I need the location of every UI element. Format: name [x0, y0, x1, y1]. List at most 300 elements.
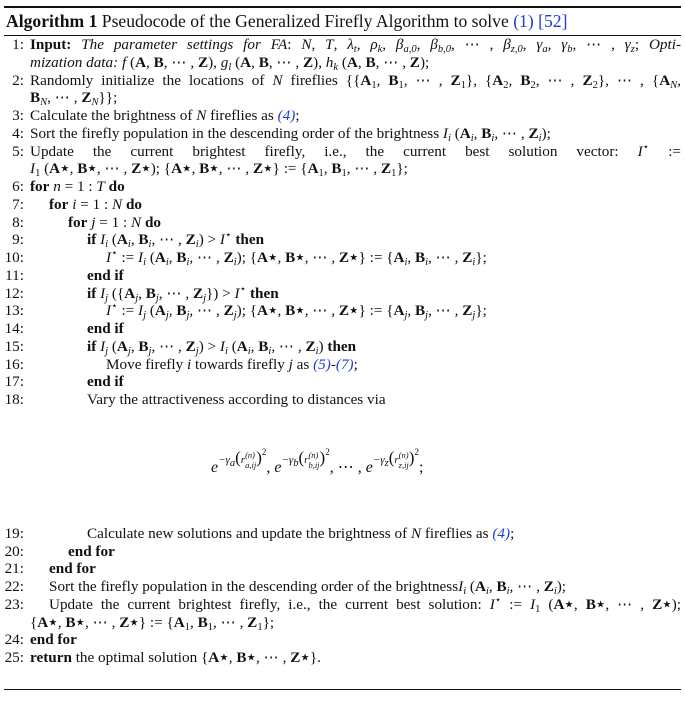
text-segment: := — [649, 142, 681, 160]
line-text — [87, 338, 681, 356]
pseudocode-line — [4, 160, 681, 178]
square: 2 — [261, 446, 267, 457]
gamma-subscript: b — [293, 457, 299, 469]
line-number: 20: — [4, 542, 24, 560]
keyword: if — [87, 231, 97, 249]
math-segment: Z⋆ — [652, 595, 672, 613]
text-segment: Sort the firefly population in the descending order of the brightness — [49, 578, 459, 595]
pseudocode-line — [4, 54, 681, 72]
math-segment: A — [240, 53, 252, 71]
text-segment: , ⋯ , — [163, 53, 198, 71]
keyword: do — [144, 213, 161, 231]
math-segment: t — [353, 44, 357, 54]
math-segment: I — [100, 337, 106, 355]
text-segment: , ⋯ , — [158, 284, 193, 302]
text-segment: the optimal solution { — [71, 649, 209, 666]
math-segment: B — [176, 302, 187, 320]
text-segment: , ⋯ , — [151, 231, 186, 249]
distance-r: r — [394, 453, 399, 466]
math-segment: I — [234, 284, 240, 302]
line-number: 7: — [12, 195, 24, 213]
math-segment: B — [138, 337, 149, 355]
math-segment: i — [148, 239, 152, 251]
text-segment: := — [501, 595, 531, 613]
math-segment: Z⋆ — [338, 249, 359, 266]
equation-ref-link[interactable]: (1) — [513, 11, 534, 31]
text-segment: , ⋯ , — [450, 36, 504, 53]
text-segment: }; — [262, 613, 275, 631]
line-text — [30, 107, 681, 125]
line-text — [68, 543, 681, 561]
math-segment: Opti- — [648, 36, 681, 53]
line-number: 6: — [12, 178, 24, 195]
line-text — [30, 125, 681, 143]
text-segment: ( — [450, 124, 460, 142]
pseudocode-line — [4, 373, 681, 391]
math-segment: N — [131, 213, 142, 231]
math-segment: A — [154, 249, 166, 266]
text-segment: , ⋯ , — [428, 302, 463, 320]
pseudocode-line — [4, 285, 681, 303]
math-segment: B — [331, 160, 342, 178]
pair-index: a,ij — [245, 460, 257, 471]
text-segment: , — [333, 36, 348, 53]
math-segment: B — [197, 613, 208, 631]
math-segment: A — [116, 337, 128, 355]
math-segment: B⋆ — [285, 249, 305, 266]
separator: , — [266, 458, 275, 476]
math-segment: Z — [380, 160, 392, 178]
text-segment: , ⋯ , — [535, 71, 583, 89]
text-segment: ( — [40, 160, 50, 178]
keyword: end for — [49, 560, 96, 578]
math-segment: i — [186, 257, 190, 268]
line-number: 5: — [12, 142, 24, 160]
math-segment: z — [630, 44, 635, 54]
math-segment: B⋆ — [65, 613, 86, 631]
text-segment: , — [191, 160, 200, 178]
text-segment: , — [168, 249, 177, 266]
line-text — [30, 36, 681, 54]
math-segment: i — [268, 345, 272, 357]
math-segment: j — [143, 310, 147, 322]
math-segment: 1 — [391, 168, 397, 180]
math-segment: I — [219, 337, 225, 355]
math-segment: N — [301, 36, 312, 53]
text-segment: fireflies as — [206, 107, 278, 124]
keyword: then — [327, 337, 357, 355]
square: 2 — [325, 446, 330, 457]
line-text — [30, 54, 681, 72]
math-segment: Z⋆ — [290, 649, 310, 666]
line-number: 1: — [12, 36, 24, 53]
text-segment: ( — [108, 231, 117, 249]
text-segment: as — [292, 355, 314, 373]
math-segment: Z — [247, 613, 258, 631]
text-segment: ), — [313, 53, 326, 71]
math-segment: A⋆ — [171, 160, 192, 178]
text-segment: ), — [208, 53, 221, 71]
text-segment: ( — [108, 337, 117, 355]
math-segment: ρ — [370, 36, 378, 53]
math-segment: B — [365, 53, 376, 71]
line-number: 19: — [4, 524, 24, 542]
math-segment: i — [425, 257, 429, 268]
text-segment: , — [130, 231, 139, 249]
math-segment: Z — [543, 578, 554, 595]
text-segment: : — [287, 36, 302, 53]
math-segment: Z — [197, 53, 209, 71]
math-segment: j — [195, 345, 199, 357]
math-segment: A — [474, 578, 486, 595]
math-segment: N — [91, 97, 99, 109]
line-text — [106, 302, 681, 320]
math-segment: Z⋆ — [119, 613, 139, 631]
text-segment: ); — [419, 53, 430, 71]
text-segment: }; — [475, 302, 487, 320]
line-text — [30, 89, 681, 107]
math-segment: Z — [409, 53, 420, 71]
math-segment: A — [393, 302, 405, 320]
math-segment: B — [258, 53, 269, 71]
paren: ) — [408, 447, 415, 467]
math-segment: A⋆ — [208, 649, 229, 666]
text-segment: ; — [634, 36, 649, 53]
line-text — [106, 249, 681, 267]
math-segment: j — [472, 310, 476, 322]
math-segment: I — [30, 160, 36, 178]
keyword: if — [87, 284, 97, 302]
line-text — [30, 178, 681, 196]
equation-ref-link[interactable]: (7) — [335, 355, 354, 373]
square: 2 — [414, 446, 419, 457]
math-segment: j — [105, 345, 109, 357]
text-segment: , ⋯ , — [85, 613, 120, 631]
math-segment: I — [106, 302, 112, 320]
line-number: 10: — [4, 249, 24, 266]
math-segment: A — [236, 337, 248, 355]
pseudocode-line — [4, 107, 681, 125]
minus-gamma: −γ — [281, 453, 294, 466]
pseudocode-line — [4, 267, 681, 285]
pseudocode-line — [4, 214, 681, 232]
line-text — [30, 614, 681, 632]
text-segment: , — [57, 613, 66, 631]
math-segment: Z — [450, 71, 461, 89]
math-segment: Z — [305, 337, 316, 355]
equation-ref-link[interactable]: (5) — [313, 355, 331, 373]
math-segment: Z — [81, 89, 92, 107]
math-segment: i — [105, 239, 109, 251]
text-segment: ) — [318, 337, 328, 355]
text-segment: ( — [540, 595, 554, 613]
text-segment: , — [69, 160, 78, 178]
pseudocode-line — [4, 178, 681, 196]
text-segment: ); — [541, 124, 551, 142]
math-segment: 1 — [398, 79, 404, 90]
text-segment: , ⋯ , — [268, 53, 303, 71]
math-segment: β — [395, 36, 404, 53]
line-number: 25: — [4, 649, 24, 666]
pseudocode-line — [4, 560, 681, 578]
math-segment: j — [186, 310, 190, 322]
math-segment: j — [203, 292, 206, 304]
line-number: 22: — [4, 578, 24, 595]
text-segment: , ⋯ , — [428, 249, 463, 266]
math-segment: γ — [624, 36, 631, 53]
math-segment: Z⋆ — [252, 160, 273, 178]
text-segment: Sort the firefly population in the descending order of the brightness — [30, 124, 443, 142]
math-segment: A — [307, 160, 319, 178]
math-segment: I — [219, 231, 225, 249]
text-segment: , — [146, 53, 154, 71]
math-segment: ⋆ — [642, 142, 650, 153]
math-segment: 1 — [460, 79, 466, 90]
line-text — [106, 356, 681, 374]
math-segment: β — [503, 36, 511, 53]
math-segment: I — [100, 284, 106, 302]
math-segment: I — [106, 249, 112, 266]
math-segment: B — [520, 71, 531, 89]
pseudocode-line — [4, 125, 681, 143]
pseudocode-line — [4, 631, 681, 649]
math-segment: B — [415, 249, 426, 266]
text-segment: ({ — [108, 284, 125, 302]
text-segment: , — [416, 36, 431, 53]
line-number: 4: — [12, 124, 24, 142]
math-segment: A⋆ — [37, 613, 58, 631]
math-segment: γ — [561, 36, 568, 53]
text-segment: ); — [556, 578, 567, 595]
pair-index: b,ij — [308, 460, 320, 471]
text-segment: Move firefly — [106, 355, 187, 373]
text-segment: , — [277, 249, 286, 266]
math-segment: j — [105, 292, 109, 304]
keyword: end if — [87, 373, 124, 391]
pseudocode-line — [4, 391, 681, 409]
line-text — [87, 373, 681, 391]
citation-link[interactable]: [52] — [538, 11, 568, 31]
line-text — [87, 525, 681, 543]
math-segment: B⋆ — [585, 595, 606, 613]
equation-ref-link[interactable]: (4) — [492, 524, 511, 542]
keyword: for — [49, 195, 69, 213]
math-segment: B — [176, 249, 187, 266]
exponent — [281, 446, 330, 471]
math-segment: 2 — [592, 79, 598, 90]
math-segment: A⋆ — [553, 595, 574, 613]
text-segment: } := { — [358, 302, 394, 320]
math-segment: A — [346, 53, 358, 71]
line-text — [49, 596, 681, 614]
math-segment: Z — [528, 124, 539, 142]
math-segment: N — [670, 79, 678, 90]
text-segment: , — [522, 36, 537, 53]
math-segment: Z — [582, 71, 593, 89]
keyword: if — [87, 337, 97, 355]
math-segment: 1 — [341, 168, 347, 180]
line-text — [87, 391, 681, 409]
distance-r: r — [240, 453, 246, 466]
pseudocode-line — [4, 143, 681, 161]
text-segment: , ⋯ , — [605, 595, 653, 613]
text-segment: , — [407, 249, 416, 266]
math-segment: n — [53, 178, 61, 195]
math-segment: A — [659, 71, 671, 89]
math-segment: The parameter settings for FA — [71, 36, 288, 53]
math-segment: I — [530, 595, 536, 613]
line-number: 13: — [4, 302, 24, 320]
text-segment: , ⋯ , — [213, 613, 248, 631]
line-number: 15: — [4, 337, 24, 355]
math-segment: B — [496, 578, 507, 595]
line-number: 9: — [12, 231, 24, 249]
math-segment: b — [567, 44, 573, 54]
keyword: then — [235, 231, 265, 249]
text-segment: ( — [146, 249, 155, 266]
math-segment: γ — [536, 36, 543, 53]
text-segment: } := { — [272, 160, 308, 178]
separator: ; — [418, 458, 424, 476]
math-segment: i — [485, 586, 489, 597]
text-segment: , — [228, 649, 237, 666]
text-segment: Randomly initialize the locations of — [30, 71, 273, 89]
line-text — [30, 72, 681, 90]
text-segment: , — [488, 578, 497, 595]
attractiveness-formula — [4, 409, 681, 525]
text-segment: , — [130, 337, 139, 355]
pseudocode-line — [4, 36, 681, 54]
math-segment: i — [143, 257, 147, 268]
math-segment: i — [447, 132, 451, 144]
text-segment: , ⋯ , — [189, 249, 224, 266]
line-text — [49, 560, 681, 578]
math-segment: 1 — [257, 621, 263, 633]
equation-ref-link[interactable]: (4) — [277, 107, 296, 124]
math-segment: 1 — [371, 79, 377, 90]
math-segment: i — [472, 257, 476, 268]
text-segment: , ⋯ , — [304, 302, 339, 320]
text-segment: }, { — [465, 71, 493, 89]
pseudocode-line — [4, 525, 681, 543]
pseudocode-line — [4, 302, 681, 320]
paren: ) — [256, 447, 262, 467]
line-number: 24: — [4, 631, 24, 649]
math-segment: ⋆ — [494, 595, 502, 606]
math-segment: T — [96, 178, 105, 195]
text-segment: Vary the attractiveness according to distances via — [87, 391, 386, 408]
math-segment: j — [155, 292, 159, 304]
text-segment: ; — [353, 355, 358, 373]
text-segment: ); — [671, 595, 681, 613]
text-segment: } := { — [138, 613, 174, 631]
text-segment: , ⋯ , — [189, 302, 224, 320]
math-segment: Z — [223, 302, 234, 320]
math-segment: I — [100, 231, 106, 249]
math-segment: i — [506, 586, 510, 597]
line-text — [30, 143, 681, 161]
separator: , ⋯ , — [329, 458, 366, 476]
line-text — [87, 267, 681, 285]
math-segment: i — [127, 239, 131, 251]
text-segment: }, ⋯ , { — [597, 71, 660, 89]
math-segment: B — [258, 337, 269, 355]
text-segment: } := { — [358, 249, 394, 266]
exponent — [372, 446, 419, 471]
text-segment: , ⋯ , — [304, 249, 339, 266]
math-segment: j — [148, 345, 152, 357]
math-segment: j — [135, 292, 139, 304]
text-segment: , — [277, 302, 286, 320]
keyword: end for — [68, 542, 115, 560]
text-segment: , — [168, 302, 177, 320]
math-segment: N — [112, 195, 123, 213]
pseudocode-line — [4, 320, 681, 338]
math-segment: a — [542, 44, 548, 54]
math-segment: A — [135, 53, 147, 71]
line-number: 18: — [4, 391, 24, 408]
math-segment: j — [165, 310, 169, 322]
math-segment: i — [165, 257, 169, 268]
line-text — [49, 578, 681, 596]
math-segment: ⋆ — [239, 283, 247, 295]
math-segment: Z — [192, 284, 204, 302]
pseudocode-line — [4, 596, 681, 614]
text-segment: ( — [146, 302, 155, 320]
math-segment: i — [224, 345, 228, 357]
text-segment: := — [117, 302, 139, 320]
math-segment: I — [489, 595, 495, 613]
math-segment: I — [442, 124, 448, 142]
text-segment: , ⋯ , — [47, 89, 82, 107]
math-segment: A — [360, 71, 372, 89]
math-segment: 1 — [535, 603, 541, 614]
line-number: 8: — [12, 213, 24, 231]
math-segment: A⋆ — [257, 249, 278, 266]
text-segment: - — [330, 355, 336, 373]
math-segment: 2 — [530, 79, 536, 90]
math-segment: 1 — [207, 621, 213, 633]
math-segment: i — [538, 132, 542, 144]
line-text — [30, 649, 681, 667]
minus-gamma: −γ — [372, 453, 385, 466]
algorithm-caption — [6, 11, 567, 32]
pseudocode-line — [4, 649, 681, 667]
line-number: 2: — [12, 71, 24, 89]
math-segment: l — [228, 61, 232, 73]
text-segment: , — [190, 613, 198, 631]
line-text — [87, 285, 681, 303]
math-segment: N — [40, 97, 48, 109]
distance-indices — [399, 450, 409, 470]
text-segment: , — [573, 595, 586, 613]
math-segment: B — [153, 53, 164, 71]
math-segment: mization data: — [30, 53, 119, 71]
minus-gamma: −γ — [218, 453, 230, 466]
math-segment: λ — [347, 36, 354, 53]
text-segment: }; — [475, 249, 487, 266]
text-segment: Calculate new solutions and update the brightness of — [87, 524, 411, 542]
math-segment: i — [72, 195, 77, 213]
line-number: 11: — [5, 266, 24, 284]
text-segment: { — [30, 613, 38, 631]
pair-index: z,ij — [398, 460, 409, 471]
math-segment: i — [195, 239, 199, 251]
math-segment: ⋆ — [224, 230, 232, 242]
text-segment: ) > — [198, 231, 220, 249]
exponent — [218, 446, 267, 471]
text-segment: , ⋯ , — [218, 160, 253, 178]
